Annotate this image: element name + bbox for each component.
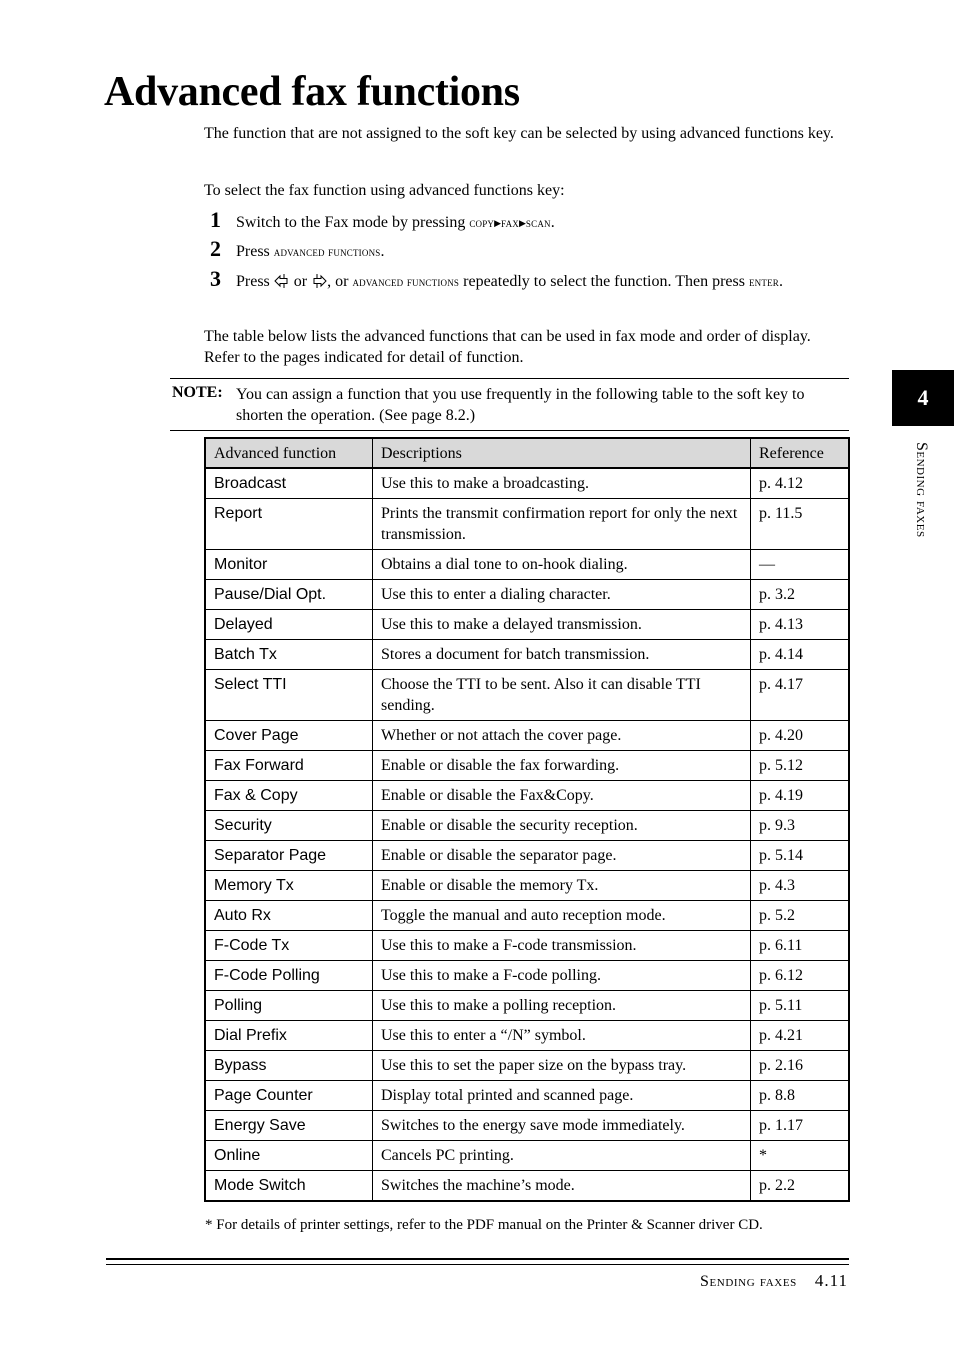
table-body (205, 468, 849, 1201)
chapter-tab: 4 (892, 370, 954, 426)
right-triangle-icon: ▶ (518, 218, 526, 228)
table-row (205, 580, 849, 610)
page-footer (700, 1271, 848, 1291)
reference-cell: p. 6.11 (751, 931, 850, 961)
copy-key: copy (469, 215, 495, 230)
description-cell: Stores a document for batch transmission. (373, 640, 751, 670)
reference-cell: p. 2.2 (751, 1171, 850, 1202)
footer-section: Sending faxes (699, 1273, 797, 1290)
step-text: Press or , or advanced functions repeatedly to select the function. Then press enter. (236, 273, 783, 290)
step-number: 3 (210, 266, 221, 291)
reference-cell: p. 3.2 (751, 580, 850, 610)
function-name-cell: Pause/Dial Opt. (205, 580, 373, 610)
reference-cell: p. 4.19 (751, 781, 850, 811)
function-name-cell: Memory Tx (205, 871, 373, 901)
description-cell: Obtains a dial tone to on-hook dialing. (373, 550, 751, 580)
table-row (205, 1081, 849, 1111)
function-name-cell: Separator Page (205, 841, 373, 871)
table-row (205, 931, 849, 961)
footer-rule-thin (106, 1264, 849, 1265)
advanced-functions-key: advanced functions (273, 244, 381, 259)
function-name-cell: Broadcast (205, 468, 373, 499)
function-name-cell: F-Code Tx (205, 931, 373, 961)
table-row (205, 1051, 849, 1081)
description-cell: Switches the machine’s mode. (373, 1171, 751, 1202)
table-row (205, 640, 849, 670)
function-name-cell: Cover Page (205, 721, 373, 751)
description-cell: Enable or disable the separator page. (373, 841, 751, 871)
description-cell: Use this to make a F-code polling. (373, 961, 751, 991)
table-row (205, 961, 849, 991)
fax-key: fax (501, 215, 519, 230)
table-row (205, 610, 849, 640)
step-text: Switch to the Fax mode by pressing copy▶fax▶scan. (236, 214, 555, 231)
function-name-cell: Bypass (205, 1051, 373, 1081)
function-name-cell: Dial Prefix (205, 1021, 373, 1051)
table-row (205, 550, 849, 580)
function-name-cell: F-Code Polling (205, 961, 373, 991)
reference-cell: p. 11.5 (751, 499, 850, 550)
function-name-cell: Report (205, 499, 373, 550)
table-intro-paragraph: The table below lists the advanced functions that can be used in fax mode and order of display. Refer to the pages indicated for detail of function. (204, 328, 811, 366)
function-name-cell: Fax Forward (205, 751, 373, 781)
function-name-cell: Security (205, 811, 373, 841)
description-cell: Use this to enter a dialing character. (373, 580, 751, 610)
description-cell: Use this to make a polling reception. (373, 991, 751, 1021)
table-row (205, 1171, 849, 1202)
description-cell: Toggle the manual and auto reception mode. (373, 901, 751, 931)
table-row (205, 841, 849, 871)
footer-rule-thick (106, 1258, 849, 1260)
function-name-cell: Fax & Copy (205, 781, 373, 811)
function-name-cell: Auto Rx (205, 901, 373, 931)
table-row (205, 499, 849, 550)
function-name-cell: Select TTI (205, 670, 373, 721)
description-cell: Choose the TTI to be sent. Also it can disable TTI sending. (373, 670, 751, 721)
reference-cell: — (751, 550, 850, 580)
note-label: NOTE: (172, 384, 223, 401)
reference-cell: p. 4.12 (751, 468, 850, 499)
enter-key: enter (748, 274, 779, 289)
reference-cell: p. 4.14 (751, 640, 850, 670)
description-cell: Use this to make a F-code transmission. (373, 931, 751, 961)
description-cell: Cancels PC printing. (373, 1141, 751, 1171)
description-cell: Use this to enter a “/N” symbol. (373, 1021, 751, 1051)
description-cell: Enable or disable the memory Tx. (373, 871, 751, 901)
description-cell: Whether or not attach the cover page. (373, 721, 751, 751)
description-cell: Enable or disable the Fax&Copy. (373, 781, 751, 811)
table-row (205, 468, 849, 499)
step-text: Press advanced functions. (236, 243, 385, 260)
reference-cell: * (751, 1141, 850, 1171)
note-top-rule (170, 378, 849, 379)
reference-cell: p. 8.8 (751, 1081, 850, 1111)
description-cell: Enable or disable the security reception. (373, 811, 751, 841)
column-header: Descriptions (373, 438, 751, 468)
step-number: 2 (210, 236, 221, 261)
table-row (205, 751, 849, 781)
reference-cell: p. 4.13 (751, 610, 850, 640)
table-row (205, 901, 849, 931)
reference-cell: p. 4.3 (751, 871, 850, 901)
description-cell: Use this to make a broadcasting. (373, 468, 751, 499)
reference-cell: p. 6.12 (751, 961, 850, 991)
intro-paragraph: The function that are not assigned to the soft key can be selected by using advanced functions key. (204, 125, 834, 142)
table-row (205, 991, 849, 1021)
function-name-cell: Page Counter (205, 1081, 373, 1111)
table-header-row (205, 438, 849, 468)
function-name-cell: Mode Switch (205, 1171, 373, 1202)
reference-cell: p. 5.12 (751, 751, 850, 781)
reference-cell: p. 5.11 (751, 991, 850, 1021)
footnote: * For details of printer settings, refer to the PDF manual on the Printer & Scanner driver CD. (205, 1217, 763, 1233)
right-arrow-key-icon (311, 273, 327, 289)
page-title: Advanced fax functions (104, 69, 520, 115)
side-chapter-label: Sending faxes (913, 442, 930, 538)
table-row (205, 811, 849, 841)
function-name-cell: Batch Tx (205, 640, 373, 670)
table-row (205, 1021, 849, 1051)
description-cell: Display total printed and scanned page. (373, 1081, 751, 1111)
function-name-cell: Energy Save (205, 1111, 373, 1141)
reference-cell: p. 4.20 (751, 721, 850, 751)
column-header: Reference (751, 438, 850, 468)
description-cell: Use this to make a delayed transmission. (373, 610, 751, 640)
reference-cell: p. 1.17 (751, 1111, 850, 1141)
table-row (205, 670, 849, 721)
table-row (205, 1111, 849, 1141)
table-row (205, 721, 849, 751)
advanced-functions-key: advanced functions (352, 274, 460, 289)
function-name-cell: Monitor (205, 550, 373, 580)
description-cell: Use this to set the paper size on the bypass tray. (373, 1051, 751, 1081)
right-triangle-icon: ▶ (494, 218, 502, 228)
select-instruction: To select the fax function using advanced functions key: (204, 182, 565, 199)
function-name-cell: Delayed (205, 610, 373, 640)
description-cell: Switches to the energy save mode immediately. (373, 1111, 751, 1141)
table-row (205, 781, 849, 811)
left-arrow-key-icon (274, 273, 290, 289)
function-name-cell: Online (205, 1141, 373, 1171)
function-name-cell: Polling (205, 991, 373, 1021)
note-bottom-rule (170, 430, 849, 431)
note-text: You can assign a function that you use frequently in the following table to the soft key to shorten the operation. (See page 8.2.) (236, 386, 805, 424)
advanced-functions-table (204, 437, 850, 1202)
step-number: 1 (210, 207, 221, 232)
description-cell: Enable or disable the fax forwarding. (373, 751, 751, 781)
reference-cell: p. 9.3 (751, 811, 850, 841)
reference-cell: p. 5.14 (751, 841, 850, 871)
column-header: Advanced function (205, 438, 373, 468)
description-cell: Prints the transmit confirmation report for only the next transmission. (373, 499, 751, 550)
reference-cell: p. 2.16 (751, 1051, 850, 1081)
reference-cell: p. 4.21 (751, 1021, 850, 1051)
table-row (205, 871, 849, 901)
reference-cell: p. 5.2 (751, 901, 850, 931)
page-number: 4.11 (814, 1271, 848, 1290)
scan-key: scan (525, 215, 551, 230)
reference-cell: p. 4.17 (751, 670, 850, 721)
table-row (205, 1141, 849, 1171)
